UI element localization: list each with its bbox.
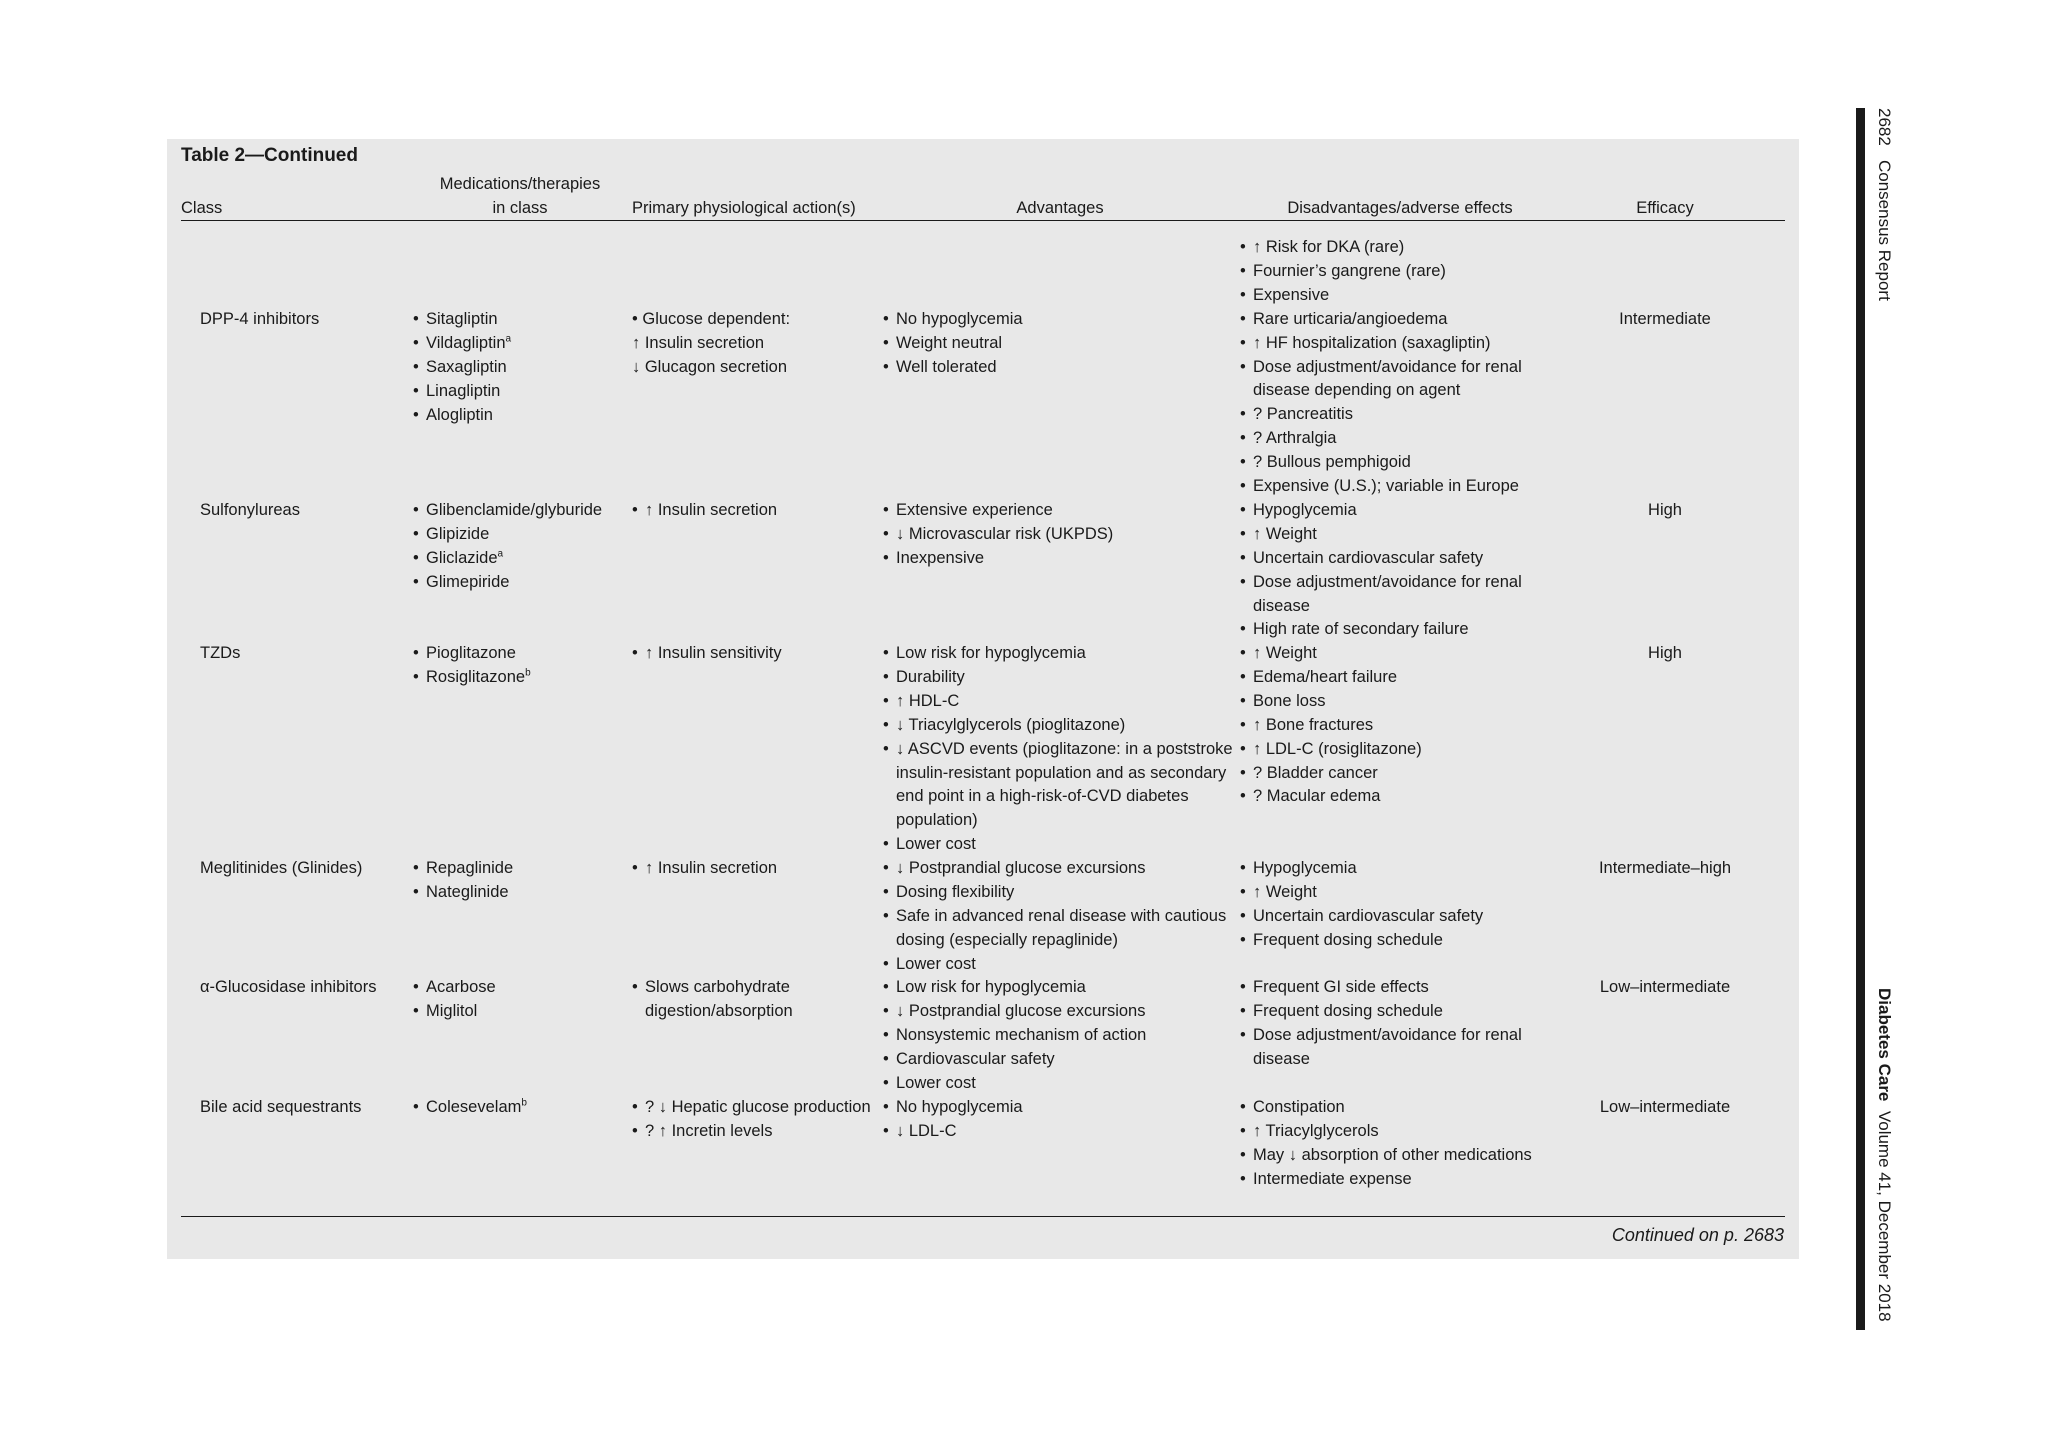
side-bar — [1856, 108, 1865, 1330]
list-item: • Lower cost — [883, 833, 1238, 857]
list-item: • No hypoglycemia — [883, 1096, 1238, 1120]
running-head-top — [1873, 108, 1895, 301]
list-item: • Glibenclamide/glyburide — [413, 499, 628, 523]
row-medications — [413, 976, 628, 1024]
row-disadvantages — [1240, 857, 1560, 953]
list-item: • Glimepiride — [413, 571, 628, 595]
list-item: • No hypoglycemia — [883, 308, 1238, 332]
row-disadvantages — [1240, 236, 1560, 475]
list-item: • ↑ Insulin sensitivity — [632, 642, 882, 666]
list-item: • Acarbose — [413, 976, 628, 1000]
row-disadvantages — [1240, 1096, 1560, 1192]
list-item: • Uncertain cardiovascular safety — [1240, 547, 1560, 571]
list-item: • Alogliptin — [413, 404, 628, 428]
row-efficacy: Low–intermediate — [1599, 1098, 1731, 1116]
list-item: • ↑ Risk for DKA (rare) — [1240, 236, 1560, 260]
footnote-marker: b — [525, 667, 531, 679]
row-medications — [413, 499, 628, 595]
list-item: • Hypoglycemia — [1240, 857, 1560, 881]
list-item: • ↑ HDL-C — [883, 690, 1238, 714]
list-item: • Nateglinide — [413, 881, 628, 905]
header-action: Primary physiological action(s) — [632, 199, 856, 217]
list-item: • Frequent dosing schedule — [1240, 1000, 1560, 1024]
journal-name: Diabetes Care — [1875, 988, 1894, 1102]
list-item: • Frequent GI side effects — [1240, 976, 1560, 1000]
row-advantages — [883, 642, 1238, 857]
list-item: • ↑ Triacylglycerols — [1240, 1120, 1560, 1144]
action-line: • Glucose dependent: — [632, 310, 791, 328]
list-item: • Frequent dosing schedule — [1240, 929, 1560, 953]
list-item: • Cardiovascular safety — [883, 1048, 1238, 1072]
continued-note: Continued on p. 2683 — [1611, 1225, 1784, 1245]
page-number: 2682 — [1875, 108, 1894, 146]
row-class: TZDs — [200, 644, 241, 662]
list-item: • ↓ Triacylglycerols (pioglitazone) — [883, 714, 1238, 738]
list-item: • Vildagliptin$^a$ — [413, 332, 628, 356]
list-item: • Pioglitazone — [413, 642, 628, 666]
row-medications — [413, 1096, 628, 1120]
list-item: • Nonsystemic mechanism of action — [883, 1024, 1238, 1048]
list-item: • ? ↓ Hepatic glucose production — [632, 1096, 882, 1120]
list-item: • Low risk for hypoglycemia — [883, 976, 1238, 1000]
row-efficacy: High — [1648, 501, 1682, 519]
list-item: • Saxagliptin — [413, 356, 628, 380]
list-item: • Linagliptin — [413, 380, 628, 404]
table-title: Table 2—Continued — [181, 145, 358, 166]
list-item: • Lower cost — [883, 1072, 1238, 1096]
row-class: Bile acid sequestrants — [200, 1098, 362, 1116]
list-item: • Rare urticaria/angioedema — [1240, 308, 1560, 332]
list-item: • Low risk for hypoglycemia — [883, 642, 1238, 666]
list-item: • High rate of secondary failure — [1240, 618, 1560, 642]
list-item: • ? Macular edema — [1240, 785, 1560, 809]
row-actions — [632, 1096, 882, 1144]
list-item: • ↑ Insulin secretion — [632, 857, 882, 881]
row-advantages — [883, 976, 1238, 1096]
list-item: • ↓ ASCVD events (pioglitazone: in a poststroke insulin-resistant population and as secondary end point in a high-risk-of-CVD diabetes population) — [883, 738, 1238, 834]
row-medications — [413, 308, 628, 428]
header-efficacy: Efficacy — [1636, 199, 1694, 217]
row-efficacy: Intermediate–high — [1598, 859, 1732, 877]
issue-info: Volume 41, December 2018 — [1875, 1110, 1894, 1322]
row-actions — [632, 499, 882, 523]
list-item: • Colesevelam$^b$ — [413, 1096, 628, 1120]
row-actions — [632, 976, 882, 1024]
row-advantages — [883, 308, 1238, 380]
list-item: • Dosing flexibility — [883, 881, 1238, 905]
list-item: • Intermediate expense — [1240, 1168, 1560, 1192]
footnote-marker: b — [521, 1097, 527, 1109]
header-medications — [410, 172, 630, 220]
row-actions — [632, 642, 882, 666]
header-advantages: Advantages — [1016, 199, 1104, 217]
list-item: • Dose adjustment/avoidance for renal disease depending on agent — [1240, 356, 1560, 404]
section-name: Consensus Report — [1875, 160, 1894, 301]
list-item: • Dose adjustment/avoidance for renal disease — [1240, 1024, 1560, 1072]
list-item: • ↑ HF hospitalization (saxagliptin) — [1240, 332, 1560, 356]
list-item: • May ↓ absorption of other medications — [1240, 1144, 1560, 1168]
row-class: α-Glucosidase inhibitors — [200, 978, 377, 996]
list-item: • ? Pancreatitis — [1240, 403, 1560, 427]
row-class: Sulfonylureas — [200, 501, 300, 519]
row-disadvantages — [1240, 976, 1560, 1072]
row-advantages — [883, 857, 1238, 977]
action-line: ↓ Glucagon secretion — [632, 357, 788, 376]
list-item: • Expensive (U.S.); variable in Europe — [1240, 475, 1560, 499]
list-item: • Sitagliptin — [413, 308, 628, 332]
list-item: • Dose adjustment/avoidance for renal disease — [1240, 571, 1560, 619]
row-advantages — [883, 499, 1238, 571]
list-item: • Well tolerated — [883, 356, 1238, 380]
footnote-marker: a — [505, 333, 512, 345]
list-item: • Constipation — [1240, 1096, 1560, 1120]
list-item: • ↓ LDL-C — [883, 1120, 1238, 1144]
header-medications-line1: Medications/therapies — [439, 175, 601, 193]
row-disadvantages — [1240, 642, 1560, 809]
list-item: • ↑ Weight — [1240, 642, 1560, 666]
list-item: • ? ↑ Incretin levels — [632, 1120, 882, 1144]
footnote-marker: a — [497, 548, 504, 560]
list-item: • ↑ Weight — [1240, 881, 1560, 905]
list-item: • Uncertain cardiovascular safety — [1240, 905, 1560, 929]
row-actions — [632, 308, 882, 380]
list-item: • Repaglinide — [413, 857, 628, 881]
row-actions — [632, 857, 882, 881]
list-item: • Lower cost — [883, 953, 1238, 977]
list-item: • Durability — [883, 666, 1238, 690]
bottom-rule — [181, 1216, 1785, 1217]
list-item: • Glipizide — [413, 523, 628, 547]
row-medications — [413, 857, 628, 905]
row-efficacy: Intermediate — [1619, 310, 1711, 328]
list-item: • ↓ Microvascular risk (UKPDS) — [883, 523, 1238, 547]
list-item: • Gliclazide$^a$ — [413, 547, 628, 571]
list-item: • Rosiglitazone$^b$ — [413, 666, 628, 690]
action-line: ↑ Insulin secretion — [632, 333, 765, 352]
header-medications-line2: in class — [492, 199, 548, 217]
list-item: • Safe in advanced renal disease with cautious dosing (especially repaglinide) — [883, 905, 1238, 953]
list-item: • Extensive experience — [883, 499, 1238, 523]
list-item: • ↑ Insulin secretion — [632, 499, 882, 523]
list-item: • Hypoglycemia — [1240, 499, 1560, 523]
list-item: • Fournier’s gangrene (rare) — [1240, 260, 1560, 284]
list-item: • ↓ Postprandial glucose excursions — [883, 1000, 1238, 1024]
header-class: Class — [181, 199, 223, 217]
row-disadvantages — [1240, 475, 1560, 642]
list-item: • ↑ Weight — [1240, 523, 1560, 547]
list-item: • ↑ LDL-C (rosiglitazone) — [1240, 738, 1560, 762]
row-class: DPP-4 inhibitors — [200, 310, 320, 328]
list-item: • Slows carbohydrate digestion/absorption — [632, 976, 882, 1024]
row-class: Meglitinides (Glinides) — [200, 859, 363, 877]
list-item: • Miglitol — [413, 1000, 628, 1024]
list-item: • Edema/heart failure — [1240, 666, 1560, 690]
list-item: • ? Bullous pemphigoid — [1240, 451, 1560, 475]
row-medications — [413, 642, 628, 690]
list-item: • Inexpensive — [883, 547, 1238, 571]
row-efficacy: Low–intermediate — [1599, 978, 1731, 996]
list-item: • ? Bladder cancer — [1240, 762, 1560, 786]
list-item: • ↓ Postprandial glucose excursions — [883, 857, 1238, 881]
list-item: • Weight neutral — [883, 332, 1238, 356]
header-disadvantages: Disadvantages/adverse effects — [1287, 199, 1513, 217]
row-advantages — [883, 1096, 1238, 1144]
list-item: • ? Arthralgia — [1240, 427, 1560, 451]
list-item: • ↑ Bone fractures — [1240, 714, 1560, 738]
list-item: • Bone loss — [1240, 690, 1560, 714]
row-efficacy: High — [1648, 644, 1682, 662]
header-rule — [181, 220, 1785, 221]
running-head-bottom — [1873, 988, 1895, 1322]
list-item: • Expensive — [1240, 284, 1560, 308]
